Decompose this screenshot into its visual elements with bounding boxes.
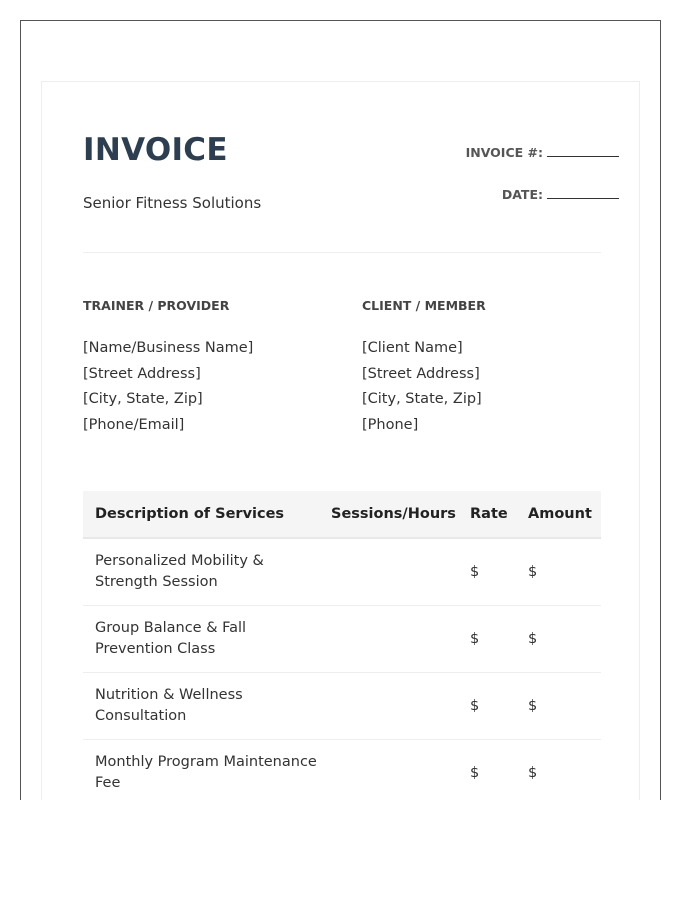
date-blank[interactable]: [547, 187, 619, 199]
client-block: [362, 298, 602, 438]
invoice-number-field: [466, 145, 619, 161]
service-description: Personalized Mobility & Strength Session: [83, 538, 319, 606]
client-heading: CLIENT / MEMBER: [362, 298, 486, 313]
invoice-title: INVOICE: [83, 132, 228, 168]
client-phone: [Phone]: [362, 416, 419, 433]
table-row: [83, 673, 601, 740]
client-street: [Street Address]: [362, 365, 480, 382]
service-description: Group Balance & Fall Prevention Class: [83, 606, 319, 673]
trainer-city: [City, State, Zip]: [83, 391, 203, 407]
invoice-sheet: [41, 81, 640, 800]
header-divider: [83, 252, 601, 253]
service-amount[interactable]: $: [516, 740, 601, 801]
description-header: Description of Services: [83, 491, 319, 538]
service-amount[interactable]: $: [516, 538, 601, 606]
client-name: [Client Name]: [362, 340, 463, 356]
trainer-street: [Street Address]: [83, 365, 201, 382]
table-row: [83, 740, 601, 801]
invoice-number-label: INVOICE #:: [465, 145, 543, 160]
trainer-heading: TRAINER / PROVIDER: [83, 298, 230, 313]
service-rate[interactable]: $: [458, 740, 516, 801]
trainer-block: [83, 298, 323, 438]
sessions-header: Sessions/Hours: [319, 491, 458, 538]
client-city: [City, State, Zip]: [362, 391, 482, 407]
service-description: Nutrition & Wellness Consultation: [83, 673, 319, 740]
service-amount[interactable]: $: [516, 673, 601, 740]
invoice-number-blank[interactable]: [547, 145, 619, 157]
services-table: [83, 491, 601, 800]
table-row: [83, 538, 601, 606]
date-label: DATE:: [501, 187, 543, 202]
amount-header: Amount: [516, 491, 601, 538]
service-rate[interactable]: $: [458, 673, 516, 740]
service-sessions[interactable]: [319, 538, 458, 606]
rate-header: Rate: [458, 491, 516, 538]
table-row: [83, 606, 601, 673]
service-sessions[interactable]: [319, 740, 458, 801]
trainer-contact: [Phone/Email]: [83, 416, 185, 433]
document-frame: [20, 20, 661, 800]
table-header-row: [83, 491, 601, 538]
date-field: [502, 187, 619, 203]
company-name: Senior Fitness Solutions: [83, 194, 262, 212]
service-sessions[interactable]: [319, 606, 458, 673]
service-rate[interactable]: $: [458, 538, 516, 606]
service-rate[interactable]: $: [458, 606, 516, 673]
service-amount[interactable]: $: [516, 606, 601, 673]
service-description: Monthly Program Maintenance Fee: [83, 740, 319, 801]
trainer-name: [Name/Business Name]: [83, 340, 254, 356]
service-sessions[interactable]: [319, 673, 458, 740]
